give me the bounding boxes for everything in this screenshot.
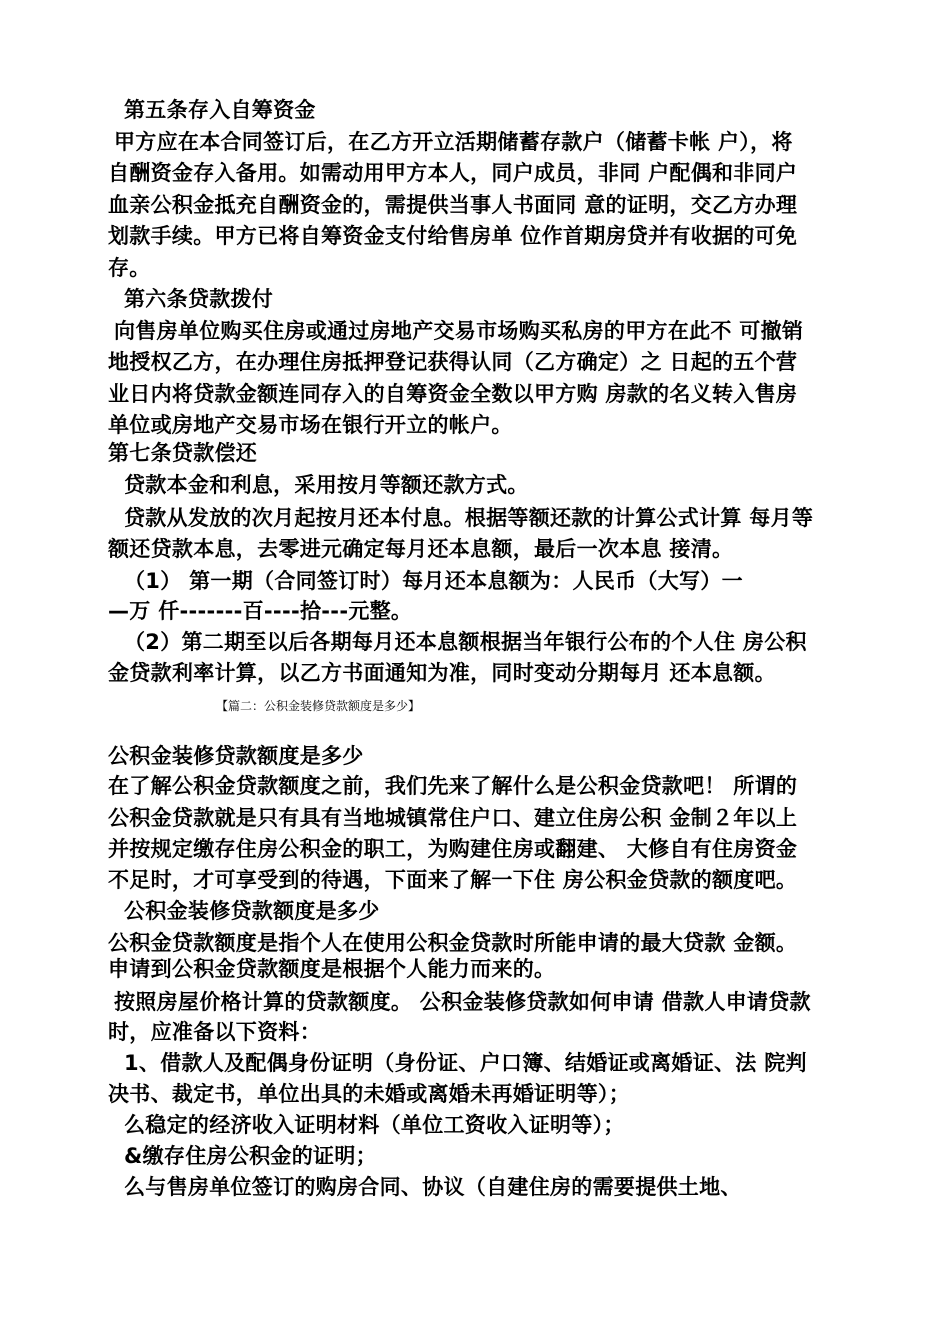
article5-line: 自酬资金存入备用。如需动用甲方本人，同户成员，非同 户配偶和非同户 [108,161,798,185]
article7-line: （2）第二期至以后各期每月还本息额根据当年银行公布的个人住 房公积 [124,630,807,654]
article7-line: 贷款本金和利息，采用按月等额还款方式。 [124,473,529,497]
article6-line: 业日内将贷款金额连同存入的自筹资金全数以甲方购 房款的名义转入售房 [108,382,798,406]
article5-line: 甲方应在本合同签订后，在乙方开立活期储蓄存款户（储蓄卡帐 户），将 [114,130,793,154]
materials-line: &缴存住房公积金的证明； [124,1144,377,1168]
article5-line: 划款手续。甲方已将自筹资金支付给售房单 位作首期房贷并有收据的可免 [108,224,798,248]
article6-line: 向售房单位购买住房或通过房地产交易市场购买私房的甲方在此不 可撤销 [114,319,804,343]
article7-line: 金贷款利率计算，以乙方书面通知为准，同时变动分期每月 还本息额。 [108,661,776,685]
article5-title: 第五条存入自筹资金 [124,98,316,122]
definition-line: 公积金贷款额度是指个人在使用公积金贷款时所能申请的最大贷款 金额。 [108,931,798,955]
article7-line: 额还贷款本息，去零进元确定每月还本息额，最后一次本息 接清。 [108,537,734,561]
definition-line: 申请到公积金贷款额度是根据个人能力而来的。 [108,957,556,981]
materials-line: 1、借款人及配偶身份证明（身份证、户口簿、结婚证或离婚证、法 院判 [124,1051,807,1075]
article5-line: 存。 [108,256,151,280]
intro-line: 在了解公积金贷款额度之前，我们先来了解什么是公积金贷款吧！ 所谓的 [108,774,798,798]
article6-line: 单位或房地产交易市场在银行开立的帐户。 [108,413,513,437]
intro-line: 不足时，才可享受到的待遇，下面来了解一下住 房公积金贷款的额度吧。 [108,868,798,892]
apply-line: 按照房屋价格计算的贷款额度。 公积金装修贷款如何申请 借款人申请贷款 [114,990,811,1014]
materials-line: 决书、裁定书，单位出具的未婚或离婚未再婚证明等）； [108,1082,630,1106]
article7-line: （1） 第一期（合同签订时）每月还本息额为：人民币（大写）一 [124,569,743,593]
section-label: 【篇二：公积金装修贷款额度是多少】 [216,699,421,713]
intro-line: 并按规定缴存住房公积金的职工，为购建住房或翻建、 大修自有住房资金 [108,837,798,861]
article6-line: 地授权乙方，在办理住房抵押登记获得认同（乙方确定）之 日起的五个营 [108,350,798,374]
materials-line: 么稳定的经济收入证明材料（单位工资收入证明等）； [124,1113,625,1137]
article7-line: —万 仟-------百----拾---元整。 [108,599,413,623]
apply-line: 时，应准备以下资料： [108,1020,321,1044]
subtitle: 公积金装修贷款额度是多少 [124,899,380,923]
materials-line: 么与售房单位签订的购房合同、协议（自建住房的需要提供土地、 [124,1175,742,1199]
article7-line: 贷款从发放的次月起按月还本付息。根据等额还款的计算公式计算 每月等 [124,506,814,530]
intro-line: 公积金贷款就是只有具有当地城镇常住户口、建立住房公积 金制２年以上 [108,806,798,830]
article7-title: 第七条贷款偿还 [108,441,258,465]
article5-line: 血亲公积金抵充自酬资金的，需提供当事人书面同 意的证明，交乙方办理 [108,193,798,217]
section-title: 公积金装修贷款额度是多少 [108,744,364,768]
article6-title: 第六条贷款拨付 [124,287,274,311]
